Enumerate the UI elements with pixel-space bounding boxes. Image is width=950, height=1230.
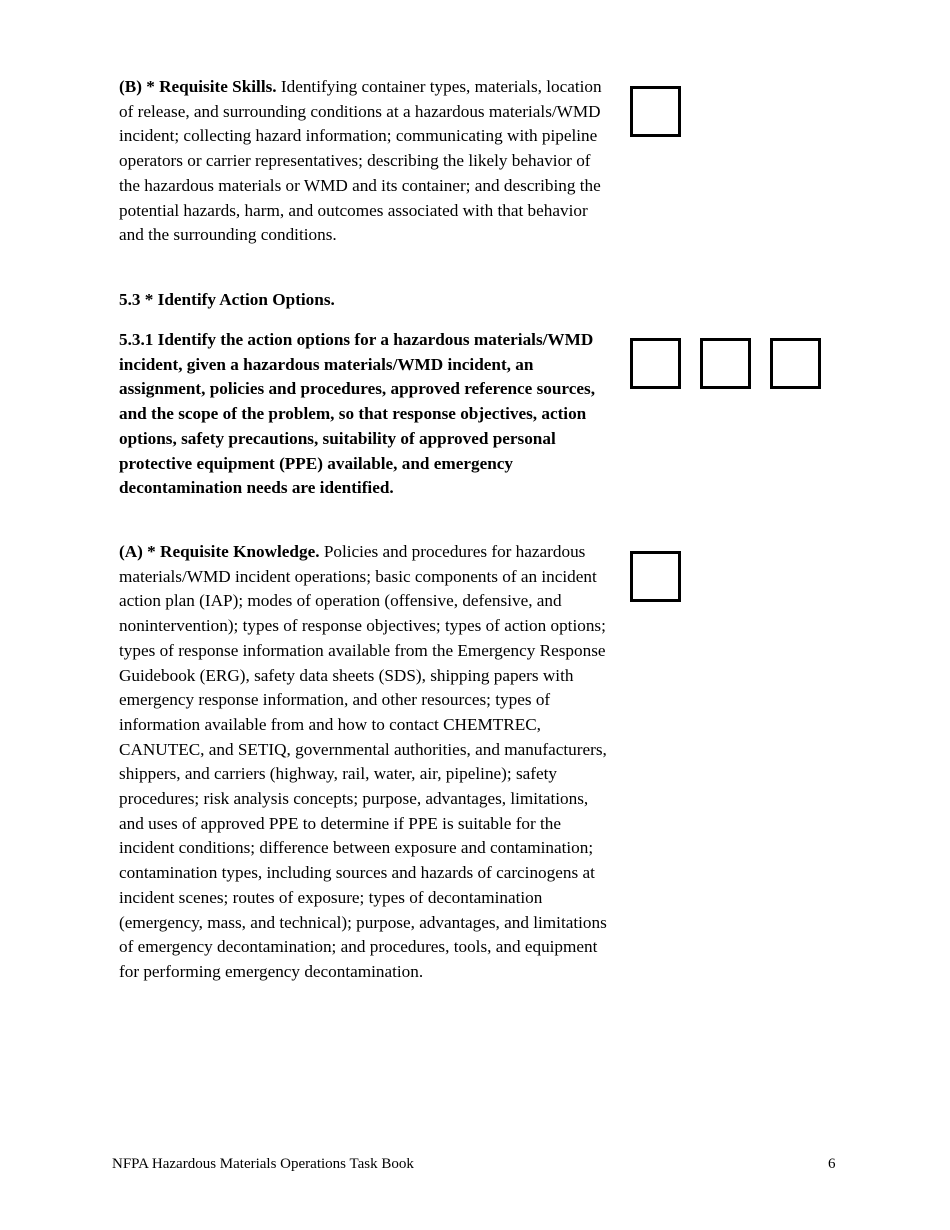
section-5-3-1-checkbox-1[interactable] (630, 338, 681, 389)
requisite-knowledge-checkbox[interactable] (630, 551, 681, 602)
requisite-knowledge-paragraph (119, 540, 615, 985)
section-5-3-1-paragraph: 5.3.1 Identify the action options for a hazardous materials/WMD incident, given a hazardous materials/WMD incident, an assignment, policies and procedures, approved reference sources, and the scope of the problem, so that response objectives, action options, safety precautions, suitability of approved personal protective equipment (PPE) available, and emergency decontamination needs are identified. (119, 330, 595, 498)
requisite-knowledge-label: (A) * Requisite Knowledge. (119, 542, 320, 561)
requisite-knowledge-text: Policies and procedures for hazardous materials/WMD incident operations; basic components of an incident action plan (IAP); modes of operation (offensive, defensive, and nonintervention); types of response objectives; types of action options; types of response information available from the Emergency Response Guidebook (ERG), safety data sheets (SDS), shipping papers with emergency response information, and other resources; types of information available from and how to contact CHEMTREC, CANUTEC, and SETIQ, governmental authorities, and manufacturers, shippers, and carriers (highway, rail, water, air, pipeline); safety procedures; risk analysis concepts; purpose, advantages, limitations, and uses of approved PPE to determine if PPE is suitable for the incident conditions; difference between exposure and contamination; contamination types, including sources and hazards of carcinogens at incident scenes; routes of exposure; types of decontamination (emergency, mass, and technical); purpose, advantages, and limitations of emergency decontamination; and procedures, tools, and equipment for performing emergency decontamination. (119, 542, 607, 981)
requisite-skills-paragraph (119, 75, 615, 248)
requisite-skills-text: Identifying container types, materials, location of release, and surrounding conditions at a hazardous materials/WMD incident; collecting hazard information; communicating with pipeline operators or carrier representatives; describing the likely behavior of the hazardous materials or WMD and its container; and describing the potential hazards, harm, and outcomes associated with that behavior and the surrounding conditions. (119, 77, 602, 245)
footer-title: NFPA Hazardous Materials Operations Task Book (112, 1156, 414, 1172)
section-5-3-heading: 5.3 * Identify Action Options. (119, 290, 335, 309)
section-5-3-1-checkbox-3[interactable] (770, 338, 821, 389)
requisite-skills-checkbox[interactable] (630, 86, 681, 137)
page-number: 6 (828, 1156, 836, 1172)
requisite-skills-label: (B) * Requisite Skills. (119, 77, 277, 96)
section-5-3-1-checkbox-2[interactable] (700, 338, 751, 389)
